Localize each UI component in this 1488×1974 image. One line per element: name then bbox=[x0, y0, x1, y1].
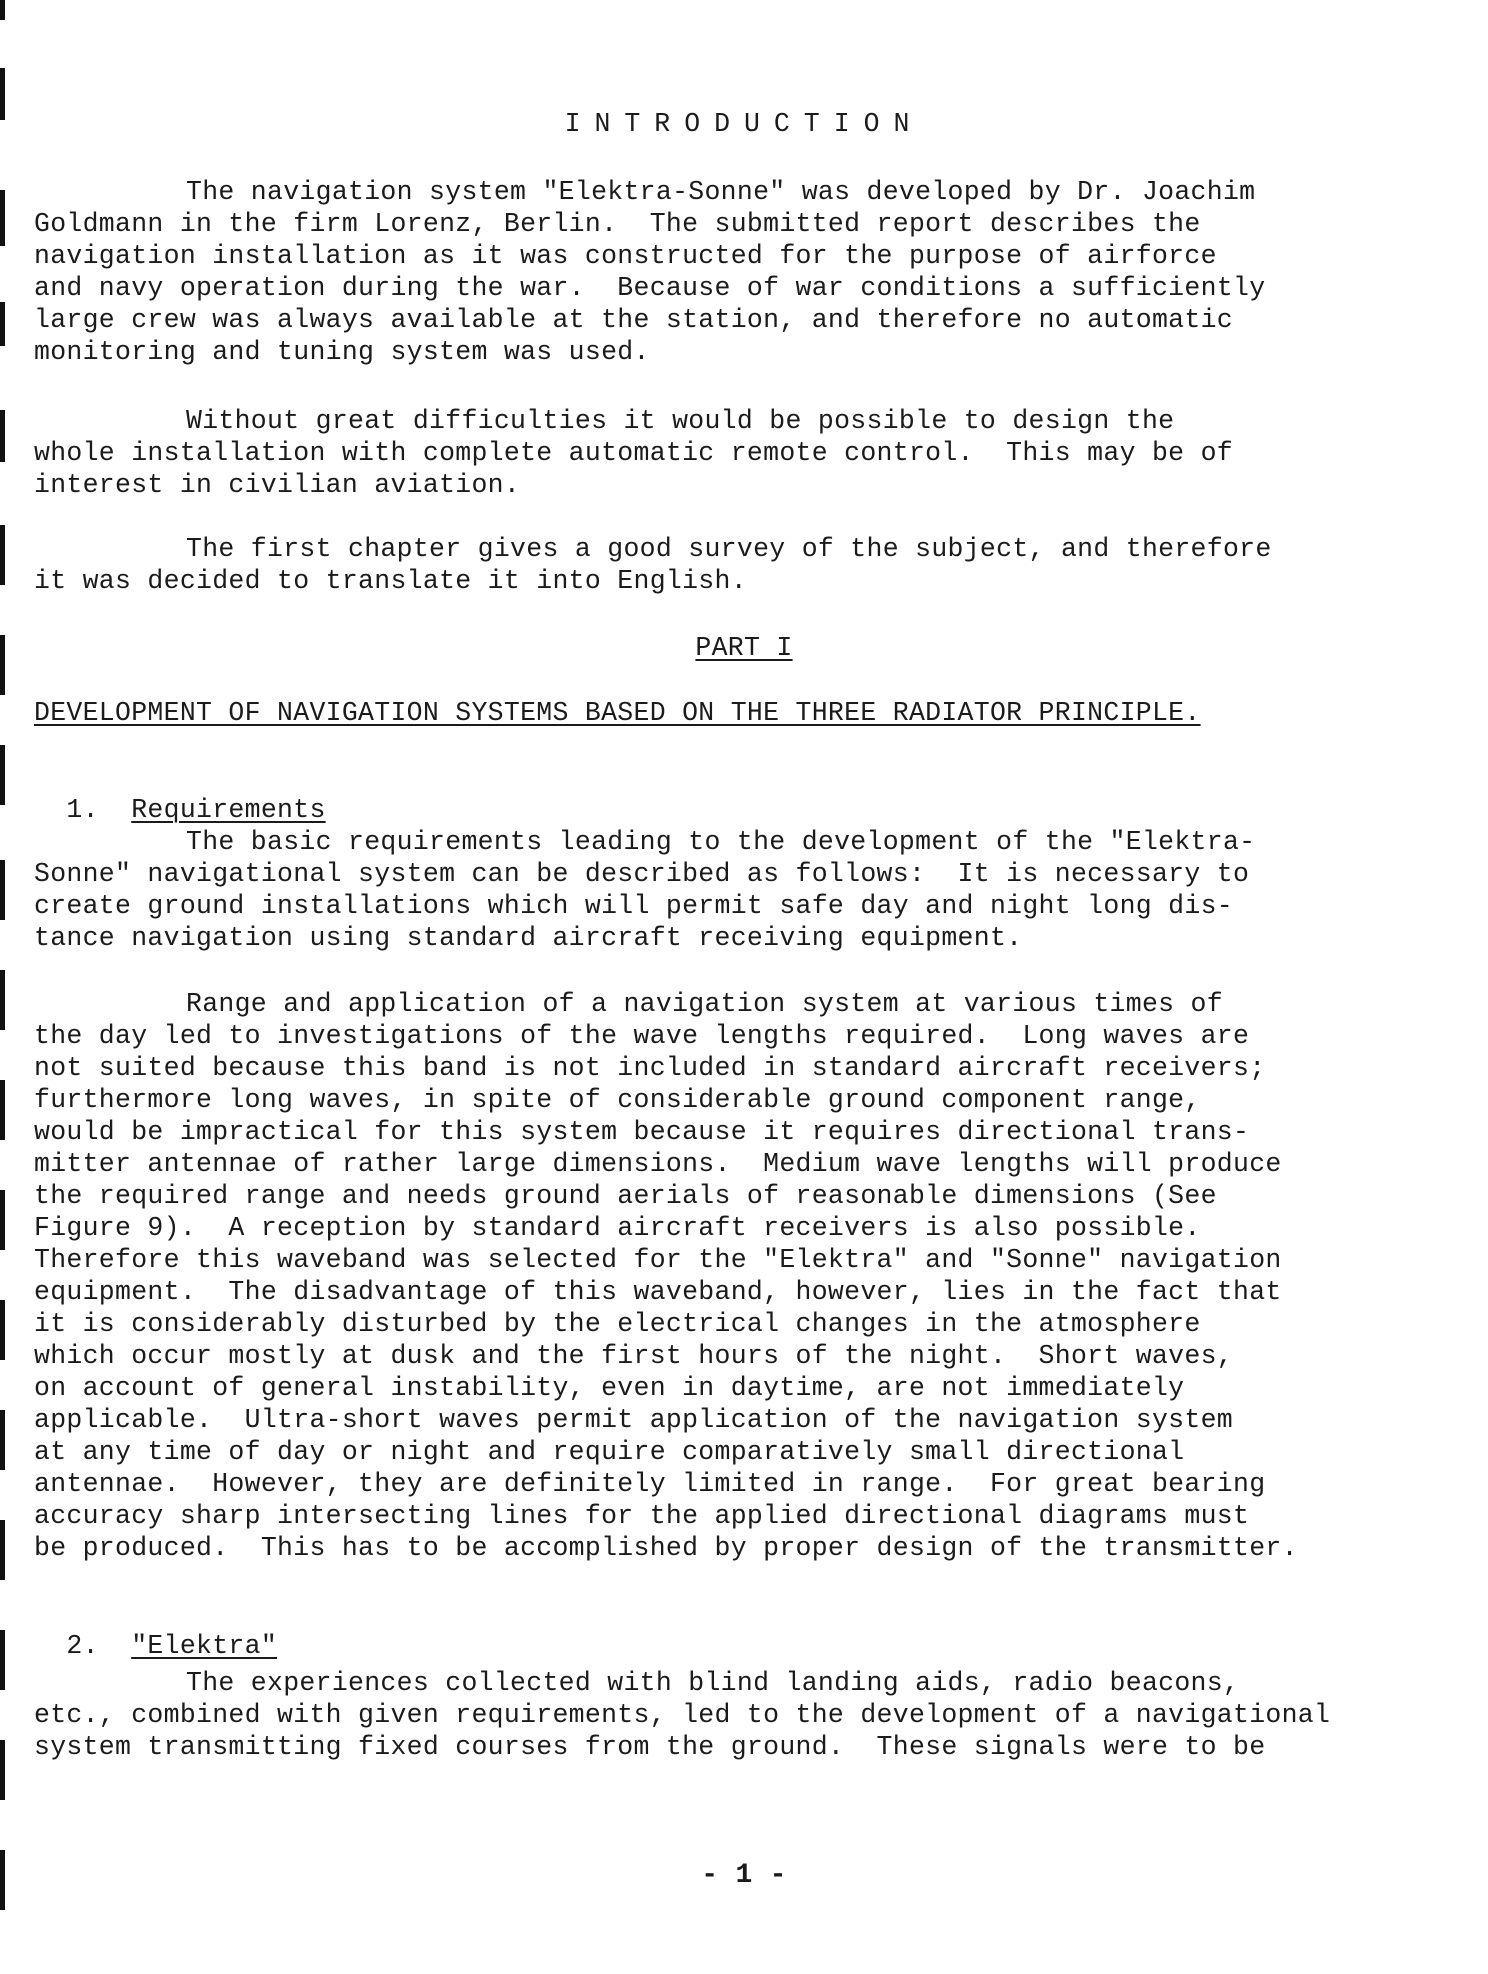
section-2-p1-line: The experiences collected with blind landing aids, radio beacons, bbox=[186, 1668, 1240, 1698]
margin-mark bbox=[0, 1740, 5, 1800]
section-1-p2-line: not suited because this band is not included in standard aircraft receivers; bbox=[34, 1053, 1266, 1083]
section-1-p2-line: antennae. However, they are definitely limited in range. For great bearing bbox=[34, 1469, 1266, 1499]
section-1-p2-line: equipment. The disadvantage of this waveband, however, lies in the fact that bbox=[34, 1277, 1282, 1307]
margin-mark bbox=[0, 860, 5, 920]
section-1-p2-line: Therefore this waveband was selected for the "Elektra" and "Sonne" navigation bbox=[34, 1245, 1282, 1275]
margin-mark bbox=[0, 302, 5, 346]
section-1-p2-line: be produced. This has to be accomplished by proper design of the transmitter. bbox=[34, 1533, 1298, 1563]
page-number: - 1 - bbox=[701, 1860, 787, 1891]
intro-p1-line: and navy operation during the war. Because of war conditions a sufficiently bbox=[34, 273, 1266, 303]
intro-p1-line: Goldmann in the firm Lorenz, Berlin. The submitted report describes the bbox=[34, 209, 1201, 239]
part-subheading: DEVELOPMENT OF NAVIGATION SYSTEMS BASED ON THE THREE RADIATOR PRINCIPLE. bbox=[34, 698, 1201, 728]
section-1-p2-line: furthermore long waves, in spite of considerable ground component range, bbox=[34, 1085, 1201, 1115]
section-1-p2-line: would be impractical for this system because it requires directional trans- bbox=[34, 1117, 1250, 1147]
section-2-title: "Elektra" bbox=[131, 1631, 278, 1661]
section-1-heading bbox=[34, 762, 326, 826]
section-2-number: 2. bbox=[66, 1631, 99, 1661]
intro-p2-line: whole installation with complete automatic remote control. This may be of bbox=[34, 438, 1233, 468]
section-1-p2-line: it is considerably disturbed by the electrical changes in the atmosphere bbox=[34, 1309, 1201, 1339]
section-1-p1-line: tance navigation using standard aircraft receiving equipment. bbox=[34, 923, 1023, 953]
section-1-p2-line: accuracy sharp intersecting lines for the applied directional diagrams must bbox=[34, 1501, 1250, 1531]
margin-mark bbox=[0, 1410, 5, 1470]
margin-mark bbox=[0, 0, 5, 20]
section-1-title: Requirements bbox=[131, 795, 326, 825]
part-heading: PART I bbox=[695, 633, 793, 663]
intro-p2-line: interest in civilian aviation. bbox=[34, 470, 521, 500]
margin-mark bbox=[0, 1520, 5, 1580]
intro-p1-line: large crew was always available at the station, and therefore no automatic bbox=[34, 305, 1233, 335]
intro-p2-line: Without great difficulties it would be possible to design the bbox=[186, 406, 1175, 436]
section-2-heading bbox=[34, 1598, 277, 1662]
section-1-number: 1. bbox=[66, 795, 99, 825]
intro-p3-line: it was decided to translate it into English. bbox=[34, 566, 747, 596]
margin-mark bbox=[0, 1630, 5, 1690]
page-title: INTRODUCTION bbox=[564, 109, 924, 139]
section-1-p2-line: applicable. Ultra-short waves permit application of the navigation system bbox=[34, 1405, 1233, 1435]
section-2-p1-line: system transmitting fixed courses from the ground. These signals were to be bbox=[34, 1732, 1266, 1762]
section-1-p2-line: which occur mostly at dusk and the first hours of the night. Short waves, bbox=[34, 1341, 1233, 1371]
section-1-p2-line: Range and application of a navigation system at various times of bbox=[186, 989, 1223, 1019]
section-2-p1-line: etc., combined with given requirements, led to the development of a navigational bbox=[34, 1700, 1331, 1730]
section-1-p2-line: at any time of day or night and require comparatively small directional bbox=[34, 1437, 1185, 1467]
section-1-p1-line: create ground installations which will permit safe day and night long dis- bbox=[34, 891, 1233, 921]
intro-p1-line: navigation installation as it was constructed for the purpose of airforce bbox=[34, 241, 1217, 271]
margin-mark bbox=[0, 410, 5, 462]
section-1-p1-line: The basic requirements leading to the development of the "Elektra- bbox=[186, 827, 1256, 857]
section-1-p2-line: Figure 9). A reception by standard aircraft receivers is also possible. bbox=[34, 1213, 1201, 1243]
intro-p1-line: The navigation system "Elektra-Sonne" was developed by Dr. Joachim bbox=[186, 177, 1256, 207]
margin-mark bbox=[0, 970, 5, 1030]
section-1-p2-line: mitter antennae of rather large dimensions. Medium wave lengths will produce bbox=[34, 1149, 1282, 1179]
section-1-p1-line: Sonne" navigational system can be described as follows: It is necessary to bbox=[34, 859, 1250, 889]
margin-mark bbox=[0, 1300, 5, 1360]
margin-mark bbox=[0, 190, 5, 246]
intro-p3-line: The first chapter gives a good survey of the subject, and therefore bbox=[186, 534, 1272, 564]
margin-mark bbox=[0, 525, 5, 585]
section-1-p2-line: the day led to investigations of the wave lengths required. Long waves are bbox=[34, 1021, 1250, 1051]
intro-p1-line: monitoring and tuning system was used. bbox=[34, 337, 650, 367]
section-1-p2-line: on account of general instability, even in daytime, are not immediately bbox=[34, 1373, 1185, 1403]
margin-mark bbox=[0, 1080, 5, 1140]
margin-mark bbox=[0, 745, 5, 805]
section-1-p2-line: the required range and needs ground aerials of reasonable dimensions (See bbox=[34, 1181, 1217, 1211]
margin-mark bbox=[0, 1190, 5, 1250]
